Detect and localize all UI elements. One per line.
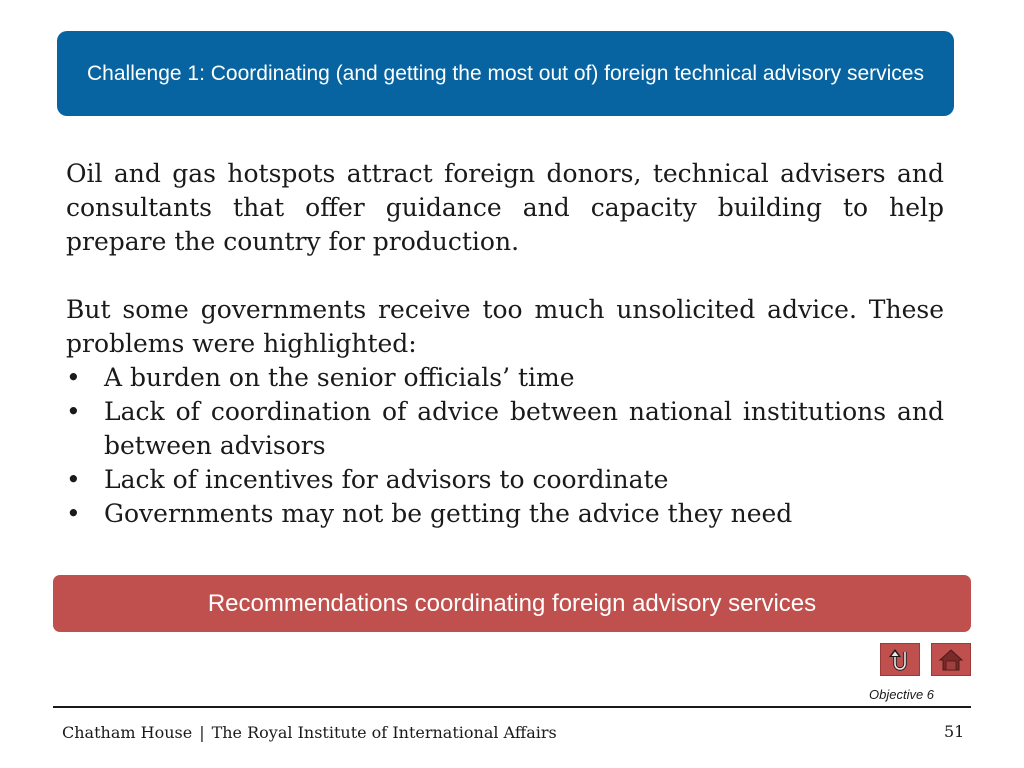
list-item: [66, 463, 944, 497]
challenge-header: [57, 31, 954, 116]
footer-separator: |: [199, 723, 205, 742]
slide-body: [66, 157, 944, 531]
home-icon: [938, 648, 964, 672]
bullet-marker: •: [66, 465, 81, 494]
challenge-title: Challenge 1: Coordinating (and getting the most out of) foreign technical advisory services: [87, 61, 924, 85]
objective-link[interactable]: Objective 6: [869, 687, 935, 702]
problems-list: [66, 361, 944, 531]
list-item-text: Governments may not be getting the advice they need: [104, 499, 793, 528]
recommendations-button[interactable]: [53, 575, 971, 632]
intro-paragraph: Oil and gas hotspots attract foreign donors, technical advisers and consultants that offer guidance and capacity building to help prepare the country for production.: [66, 159, 944, 256]
problems-paragraph: But some governments receive too much unsolicited advice. These problems were highlighted:: [66, 295, 944, 358]
return-arrow-icon: [887, 648, 913, 672]
footer-divider: [53, 706, 971, 708]
list-item: [66, 361, 944, 395]
back-button[interactable]: [880, 643, 920, 676]
recommendations-label: Recommendations coordinating foreign advisory services: [207, 589, 817, 617]
list-item-text: Lack of coordination of advice between national institutions and between advisors: [104, 397, 944, 460]
list-item: [66, 395, 944, 463]
bullet-marker: •: [66, 363, 81, 392]
list-item-text: Lack of incentives for advisors to coordinate: [104, 465, 669, 494]
bullet-marker: •: [66, 499, 81, 528]
footer-institute: The Royal Institute of International Affairs: [211, 723, 557, 742]
footer-org: Chatham House: [62, 723, 193, 742]
footer: [62, 723, 557, 742]
list-item: [66, 497, 944, 531]
page-number: 51: [944, 722, 965, 741]
list-item-text: A burden on the senior officials’ time: [104, 363, 575, 392]
home-button[interactable]: [931, 643, 971, 676]
bullet-marker: •: [66, 397, 81, 426]
